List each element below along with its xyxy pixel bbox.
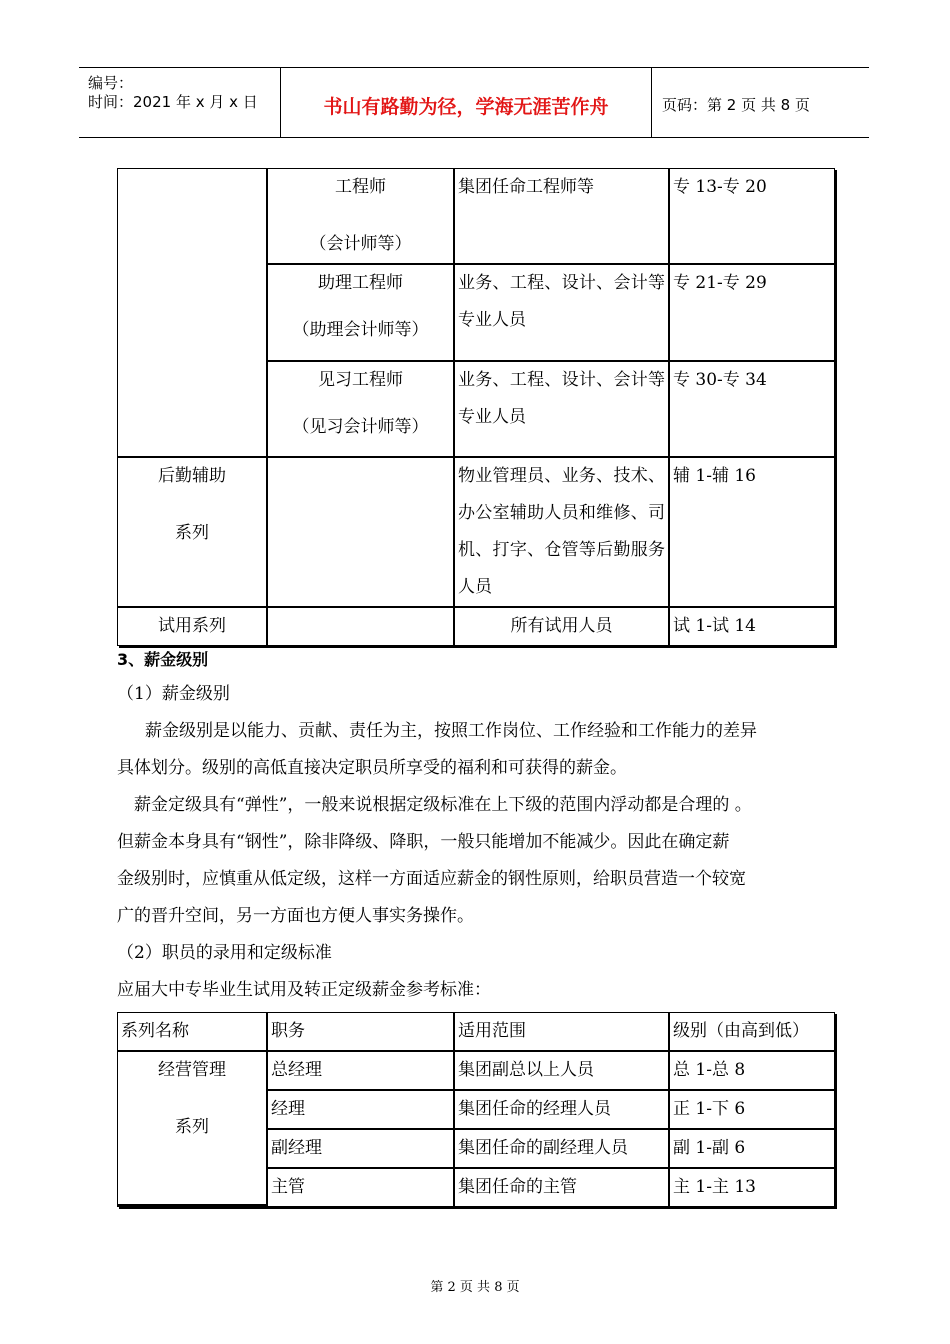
- grade-standard-table: [117, 1012, 835, 1207]
- paragraph-line: 广的晋升空间，另一方面也方便人事实务操作。: [117, 906, 474, 926]
- scope-cell: 集团副总以上人员: [455, 1052, 670, 1091]
- scope-cell: 集团任命的副经理人员: [455, 1130, 670, 1169]
- title-sub: （见习会计师等）: [292, 417, 429, 437]
- title-cell: 总经理: [268, 1052, 455, 1091]
- title-main: 助理工程师: [318, 273, 403, 293]
- title-main: 工程师: [335, 177, 386, 197]
- grade-cell: 试 1-试 14: [673, 616, 756, 636]
- col-header-scope: 适用范围: [455, 1013, 670, 1052]
- grade-cell: 专 13-专 20: [670, 169, 834, 265]
- scope-cell: 业务、工程、设计、会计等专业人员: [455, 362, 670, 458]
- section-heading: 3、薪金级别: [117, 650, 209, 669]
- date-label: 时间：2021 年 x 月 x 日: [88, 93, 258, 111]
- grade-cell: 主 1-主 13: [673, 1177, 756, 1197]
- col-header-grade: 级别（由高到低）: [670, 1013, 834, 1052]
- scope-cell: 集团任命的主管: [455, 1169, 670, 1206]
- paragraph-line: 但薪金本身具有“钢性”，除非降级、降职，一般只能增加不能减少。因此在确定薪: [117, 832, 730, 852]
- title-sub: （会计师等）: [309, 234, 412, 254]
- title-main: 见习工程师: [318, 370, 403, 390]
- title-cell-empty: [268, 608, 455, 645]
- series-table-continued: [117, 168, 835, 646]
- subsection-heading: （1）薪金级别: [117, 684, 230, 704]
- series-sub: 系列: [175, 1117, 209, 1137]
- grade-cell: 副 1-副 6: [670, 1130, 834, 1169]
- col-header-title: 职务: [268, 1013, 455, 1052]
- title-cell: [268, 169, 455, 265]
- grade-cell: 辅 1-辅 16: [670, 458, 834, 608]
- header-page-cell: [652, 68, 869, 137]
- title-cell: 经理: [268, 1091, 455, 1130]
- series-cell: 试用系列: [118, 608, 268, 645]
- table-header-row: [118, 1013, 834, 1052]
- title-sub: （助理会计师等）: [292, 320, 429, 340]
- serial-label: 编号：: [88, 74, 134, 92]
- motto: 书山有路勤为径，学海无涯苦作舟: [323, 96, 609, 118]
- page-info: 页码：第 2 页 共 8 页: [662, 96, 810, 114]
- grade-cell: 专 30-专 34: [670, 362, 834, 458]
- table-row: [118, 458, 834, 608]
- title-cell: 副经理: [268, 1130, 455, 1169]
- scope-cell: 集团任命的经理人员: [455, 1091, 670, 1130]
- col-header-series: 系列名称: [118, 1013, 268, 1052]
- scope-cell: 物业管理员、业务、技术、办公室辅助人员和维修、司机、打字、仓管等后勤服务人员: [455, 458, 670, 608]
- page-header: [79, 67, 869, 138]
- table-row: [118, 608, 834, 645]
- title-cell-empty: [268, 458, 455, 608]
- paragraph-line: 薪金级别是以能力、贡献、责任为主，按照工作岗位、工作经验和工作能力的差异: [145, 721, 757, 741]
- grade-cell: 正 1-下 6: [670, 1091, 834, 1130]
- series-cell-empty: [118, 169, 268, 458]
- series-main: 经营管理: [158, 1060, 226, 1080]
- paragraph-line: 具体划分。级别的高低直接决定职员所享受的福利和可获得的薪金。: [117, 758, 627, 778]
- table-row: [118, 169, 834, 265]
- paragraph-line: 金级别时，应慎重从低定级，这样一方面适应薪金的钢性原则，给职员营造一个较宽: [117, 869, 746, 889]
- page-footer: 第 2 页 共 8 页: [430, 1280, 520, 1295]
- table-intro: 应届大中专毕业生试用及转正定级薪金参考标准：: [117, 980, 491, 1000]
- series-sub: 系列: [175, 523, 209, 543]
- header-meta-cell: [79, 68, 281, 137]
- series-main: 后勤辅助: [158, 466, 226, 486]
- grade-cell: 专 21-专 29: [670, 265, 834, 362]
- subsection-heading: （2）职员的录用和定级标准: [117, 943, 332, 963]
- grade-cell: 总 1-总 8: [670, 1052, 834, 1091]
- scope-cell: 业务、工程、设计、会计等专业人员: [455, 265, 670, 362]
- title-cell: [268, 265, 455, 362]
- title-cell: [268, 362, 455, 458]
- series-cell: [118, 1052, 268, 1206]
- scope-cell: 所有试用人员: [455, 608, 670, 645]
- table-row: [118, 1052, 834, 1091]
- title-cell: 主管: [268, 1169, 455, 1206]
- header-motto-cell: [281, 68, 652, 137]
- series-cell: [118, 458, 268, 608]
- scope-cell: 集团任命工程师等: [455, 169, 670, 265]
- paragraph-line: 薪金定级具有“弹性”，一般来说根据定级标准在上下级的范围内浮动都是合理的 。: [134, 795, 752, 815]
